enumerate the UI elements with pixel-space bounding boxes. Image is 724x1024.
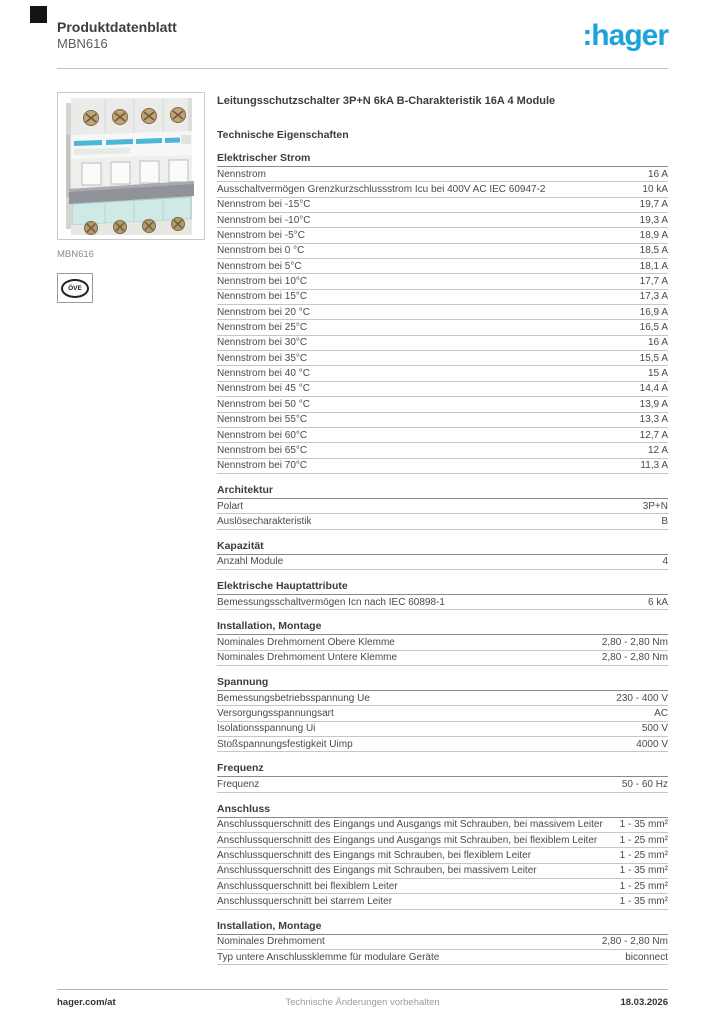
spec-label: Anschlussquerschnitt bei starrem Leiter (217, 896, 393, 908)
spec-value: 16 A (647, 337, 668, 349)
spec-value: 4000 V (636, 738, 668, 750)
spec-value: 14,4 A (639, 383, 668, 395)
spec-row (217, 366, 668, 381)
spec-label: Polart (217, 500, 244, 512)
circuit-breaker-illustration (58, 93, 204, 239)
spec-value: B (661, 515, 668, 527)
spec-row (217, 167, 668, 182)
footer-divider (57, 989, 668, 990)
spec-label: Nennstrom bei 70°C (217, 460, 308, 472)
spec-label: Anschlussquerschnitt des Eingangs mit Schrauben, bei flexiblem Leiter (217, 850, 532, 862)
spec-value: 1 - 35 mm² (619, 896, 668, 908)
spec-row (217, 894, 668, 909)
spec-section (217, 803, 668, 910)
spec-section (217, 920, 668, 966)
spec-label: Nennstrom bei 25°C (217, 322, 308, 334)
spec-value: 15 A (647, 368, 668, 380)
section-title: Kapazität (217, 540, 668, 555)
spec-row (217, 459, 668, 474)
spec-row (217, 397, 668, 412)
spec-section (217, 540, 668, 570)
spec-row (217, 443, 668, 458)
spec-section (217, 152, 668, 474)
spec-label: Nennstrom bei 65°C (217, 444, 308, 456)
spec-label: Nennstrom bei 60°C (217, 429, 308, 441)
spec-value: 19,3 A (639, 214, 668, 226)
spec-column (217, 92, 668, 965)
spec-label: Nennstrom bei 0 °C (217, 245, 305, 257)
spec-row (217, 228, 668, 243)
spec-sections (217, 152, 668, 965)
spec-label: Anschlussquerschnitt bei flexiblem Leiter (217, 880, 398, 892)
spec-label: Nennstrom bei -5°C (217, 230, 305, 242)
spec-value: 12,7 A (639, 429, 668, 441)
spec-label: Anschlussquerschnitt des Eingangs und Ausgangs mit Schrauben, bei flexiblem Leiter (217, 834, 598, 846)
tech-characteristics-heading: Technische Eigenschaften (217, 129, 349, 141)
spec-row (217, 879, 668, 894)
section-title: Installation, Montage (217, 620, 668, 635)
spec-value: 1 - 25 mm² (619, 850, 668, 862)
spec-label: Nennstrom bei 35°C (217, 352, 308, 364)
spec-label: Nennstrom bei 50 °C (217, 398, 310, 410)
spec-label: Anschlussquerschnitt des Eingangs und Ausgangs mit Schrauben, bei massivem Leiter (217, 819, 603, 831)
spec-label: Nennstrom bei 40 °C (217, 368, 310, 380)
spec-row (217, 595, 668, 610)
spec-value: 230 - 400 V (616, 692, 668, 704)
spec-row (217, 864, 668, 879)
spec-section (217, 484, 668, 530)
spec-label: Ausschaltvermögen Grenzkurzschlussstrom Icu bei 400V AC IEC 60947-2 (217, 184, 546, 196)
section-title: Elektrische Hauptattribute (217, 580, 668, 595)
spec-row (217, 833, 668, 848)
spec-label: Versorgungsspannungsart (217, 707, 334, 719)
ove-logo-icon: ÖVE (61, 279, 89, 298)
spec-label: Frequenz (217, 778, 260, 790)
spec-label: Nominales Drehmoment Obere Klemme (217, 636, 395, 648)
spec-row (217, 213, 668, 228)
spec-row (217, 336, 668, 351)
section-title: Architektur (217, 484, 668, 499)
spec-label: Nennstrom bei 10°C (217, 276, 308, 288)
spec-label: Nennstrom bei 5°C (217, 260, 302, 272)
spec-label: Anzahl Module (217, 556, 284, 568)
footer-date: 18.03.2026 (620, 997, 668, 1008)
section-title: Elektrischer Strom (217, 152, 668, 167)
spec-label: Auslösecharakteristik (217, 515, 312, 527)
spec-value: 1 - 35 mm² (619, 819, 668, 831)
spec-row (217, 514, 668, 529)
spec-value: 3P+N (642, 500, 668, 512)
print-registration-mark (30, 6, 47, 23)
spec-value: 2,80 - 2,80 Nm (601, 936, 668, 948)
spec-row (217, 722, 668, 737)
hager-logo: :hager (582, 19, 668, 52)
product-title: Leitungsschutzschalter 3P+N 6kA B-Charakteristik 16A 4 Module (217, 95, 556, 107)
page-footer (57, 997, 668, 1008)
spec-value: 1 - 25 mm² (619, 834, 668, 846)
spec-value: 1 - 25 mm² (619, 880, 668, 892)
spec-row (217, 691, 668, 706)
spec-label: Typ untere Anschlussklemme für modulare Geräte (217, 951, 440, 963)
section-title: Frequenz (217, 762, 668, 777)
spec-value: 17,3 A (639, 291, 668, 303)
page-header (57, 19, 668, 52)
spec-value: 19,7 A (639, 199, 668, 211)
footer-website: hager.com/at (57, 997, 116, 1008)
spec-value: 500 V (641, 723, 668, 735)
spec-value: 4 (662, 556, 668, 568)
spec-value: biconnect (625, 951, 668, 963)
spec-value: 10 kA (642, 184, 668, 196)
spec-value: 16 A (647, 168, 668, 180)
spec-row (217, 320, 668, 335)
spec-row (217, 555, 668, 570)
spec-row (217, 499, 668, 514)
spec-label: Nennstrom bei -15°C (217, 199, 311, 211)
spec-value: 18,1 A (639, 260, 668, 272)
spec-value: 13,3 A (639, 414, 668, 426)
spec-label: Nominales Drehmoment Untere Klemme (217, 652, 398, 664)
spec-label: Nennstrom bei 20 °C (217, 306, 310, 318)
certification-mark (57, 273, 93, 303)
header-divider (57, 68, 668, 69)
spec-value: 50 - 60 Hz (621, 778, 668, 790)
spec-value: AC (654, 707, 668, 719)
spec-row (217, 305, 668, 320)
main-content (57, 92, 668, 965)
spec-row (217, 737, 668, 752)
document-title: Produktdatenblatt (57, 19, 177, 35)
spec-label: Nennstrom bei 30°C (217, 337, 308, 349)
spec-row (217, 244, 668, 259)
spec-section (217, 762, 668, 792)
spec-row (217, 382, 668, 397)
spec-value: 13,9 A (639, 398, 668, 410)
spec-label: Nennstrom bei 15°C (217, 291, 308, 303)
spec-value: 6 kA (647, 596, 668, 608)
spec-label: Stoßspannungsfestigkeit Uimp (217, 738, 353, 750)
footer-disclaimer: Technische Änderungen vorbehalten (285, 997, 440, 1008)
spec-row (217, 950, 668, 965)
spec-label: Isolationsspannung Ui (217, 723, 316, 735)
spec-value: 17,7 A (639, 276, 668, 288)
spec-value: 11,3 A (640, 460, 668, 472)
section-title: Installation, Montage (217, 920, 668, 935)
spec-label: Nennstrom bei -10°C (217, 214, 311, 226)
section-title: Spannung (217, 676, 668, 691)
section-title: Anschluss (217, 803, 668, 818)
spec-row (217, 259, 668, 274)
spec-value: 18,9 A (639, 230, 668, 242)
product-reference: MBN616 (57, 36, 108, 51)
spec-row (217, 198, 668, 213)
spec-row (217, 635, 668, 650)
spec-label: Nominales Drehmoment (217, 936, 325, 948)
spec-value: 15,5 A (639, 352, 668, 364)
spec-row (217, 818, 668, 833)
spec-label: Nennstrom bei 55°C (217, 414, 308, 426)
spec-value: 2,80 - 2,80 Nm (601, 652, 668, 664)
spec-label: Bemessungsschaltvermögen Icn nach IEC 60898-1 (217, 596, 445, 608)
spec-label: Anschlussquerschnitt des Eingangs mit Schrauben, bei massivem Leiter (217, 865, 537, 877)
header-titles (57, 19, 177, 52)
spec-row (217, 182, 668, 197)
spec-row (217, 290, 668, 305)
product-image (57, 92, 205, 240)
spec-section (217, 580, 668, 610)
spec-row (217, 274, 668, 289)
spec-value: 2,80 - 2,80 Nm (601, 636, 668, 648)
spec-row (217, 848, 668, 863)
spec-value: 18,5 A (639, 245, 668, 257)
image-caption: MBN616 (57, 249, 94, 260)
spec-row (217, 351, 668, 366)
spec-value: 1 - 35 mm² (619, 865, 668, 877)
spec-value: 12 A (647, 444, 668, 456)
spec-row (217, 651, 668, 666)
spec-label: Nennstrom (217, 168, 266, 180)
spec-row (217, 413, 668, 428)
spec-section (217, 620, 668, 666)
spec-row (217, 706, 668, 721)
spec-label: Nennstrom bei 45 °C (217, 383, 310, 395)
spec-section (217, 676, 668, 752)
spec-value: 16,5 A (639, 322, 668, 334)
spec-row (217, 935, 668, 950)
spec-value: 16,9 A (639, 306, 668, 318)
spec-row (217, 428, 668, 443)
spec-label: Bemessungsbetriebsspannung Ue (217, 692, 370, 704)
product-media-column (57, 92, 217, 965)
spec-row (217, 777, 668, 792)
